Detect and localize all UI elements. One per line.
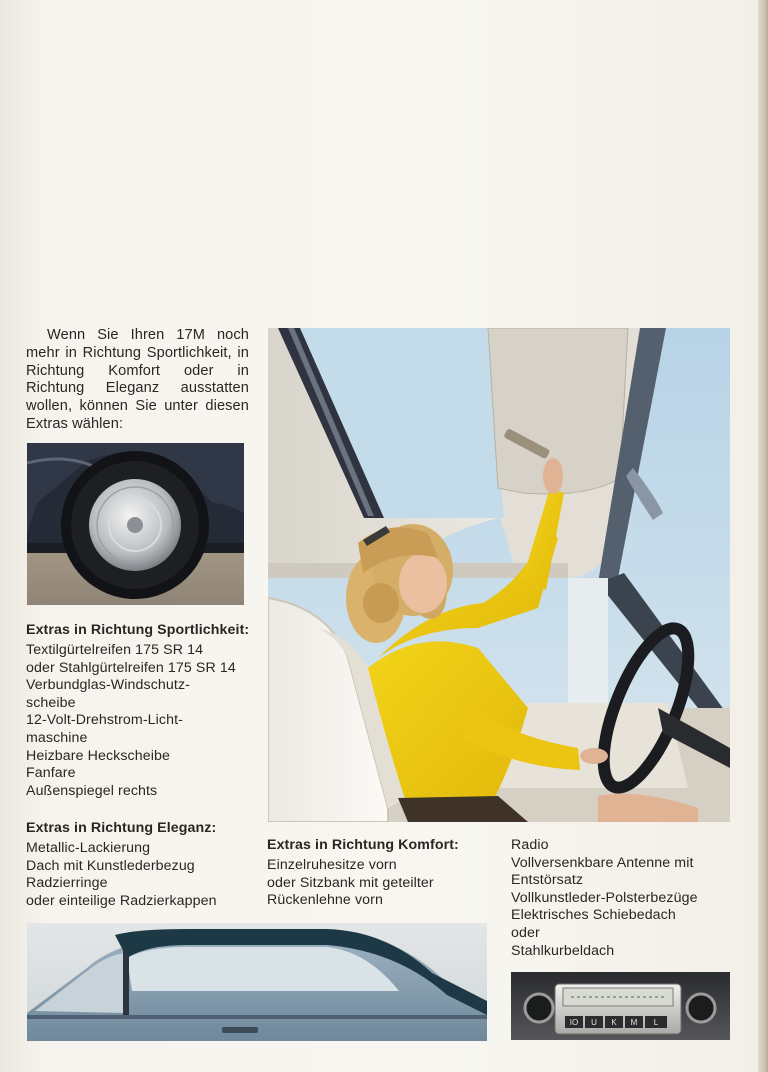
list-item: Dach mit Kunstlederbezug (26, 857, 195, 874)
list-item: oder Sitzbank mit geteilter (267, 874, 434, 891)
komfort-list-continued (511, 837, 698, 960)
list-item: Metallic-Lackierung (26, 840, 151, 856)
list-item: Entstörsatz (511, 872, 584, 889)
list-item: scheibe (26, 694, 76, 711)
komfort-heading: Extras in Richtung Komfort: (267, 837, 459, 853)
list-item: Radzierringe (26, 875, 108, 892)
list-item: Stahlkurbeldach (511, 942, 615, 959)
car-roof-photo (27, 923, 487, 1041)
list-item: Textilgürtelreifen 175 SR 14 (26, 642, 204, 658)
komfort-list (267, 857, 434, 910)
list-item: oder Stahlgürtelreifen 175 SR 14 (26, 659, 236, 676)
wheel-photo (27, 443, 244, 605)
list-item: Vollversenkbare Antenne mit (511, 854, 694, 871)
list-item: oder (511, 924, 540, 941)
interior-photo (268, 328, 730, 822)
list-item: Rückenlehne vorn (267, 892, 383, 909)
list-item: Fanfare (26, 765, 76, 782)
radio-button-label: M (630, 1018, 638, 1027)
radio-button-label: U (591, 1018, 597, 1027)
list-item: Radio (511, 837, 549, 853)
radio-button-label: K (611, 1018, 617, 1027)
radio-photo (511, 972, 730, 1040)
list-item: oder einteilige Radzierkappen (26, 892, 217, 909)
list-item: Einzelruhesitze vorn (267, 857, 397, 873)
radio-button-label: L (653, 1018, 659, 1027)
list-item: Vollkunstleder-Polsterbezüge (511, 889, 698, 906)
list-item: maschine (26, 729, 88, 746)
intro-paragraph: Wenn Sie Ihren 17M noch mehr in Richtung Sportlichkeit, in Richtung Komfort oder in Richtung Eleganz ausstatten wollen, können Sie unter diesen Extras wählen: (26, 327, 249, 432)
list-item: Heizbare Heckscheibe (26, 747, 170, 764)
list-item: Verbundglas-Windschutz- (26, 677, 190, 694)
eleganz-list (26, 840, 217, 910)
list-item: Elektrisches Schiebedach (511, 907, 676, 924)
list-item: 12-Volt-Drehstrom-Licht- (26, 712, 183, 729)
page-edge (758, 0, 768, 1072)
list-item: Außenspiegel rechts (26, 782, 158, 799)
radio-button-label: IO (569, 1018, 579, 1027)
sport-heading: Extras in Richtung Sportlichkeit: (26, 622, 250, 638)
eleganz-heading: Extras in Richtung Eleganz: (26, 820, 217, 836)
sport-list (26, 642, 236, 800)
